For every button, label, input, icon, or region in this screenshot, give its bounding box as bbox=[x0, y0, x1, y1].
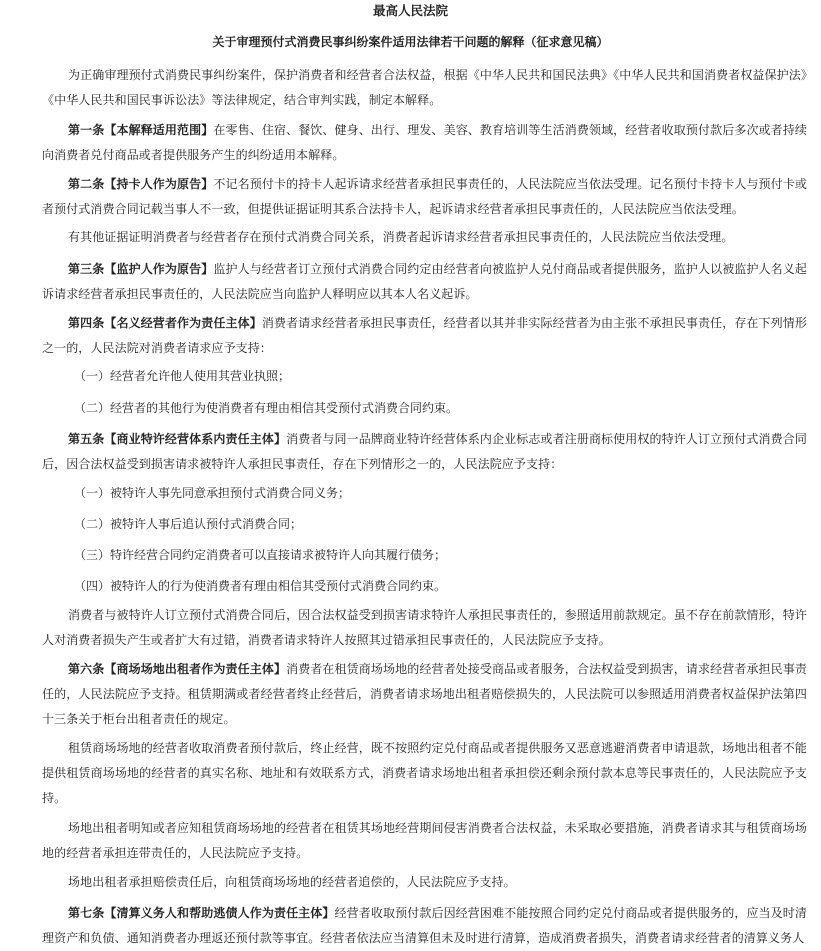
article-3-heading: 第三条【监护人作为原告】 bbox=[68, 262, 214, 276]
document-title: 关于审理预付式消费民事纠纷案件适用法律若干问题的解释（征求意见稿） bbox=[212, 35, 609, 49]
document-issuer: 最高人民法院 bbox=[372, 3, 448, 18]
article-2-paragraph: 第二条【持卡人作为原告】不记名预付卡的持卡人起诉请求经营者承担民事责任的，人民法院应当依法受理。记名预付卡持卡人与预付卡或者预付式消费合同记载当事人不一致，但提供证据证明其系合法持卡人，起诉请求经营者承担民事责任的，人民法院应当依法受理。 bbox=[42, 177, 808, 216]
article-5-heading: 第五条【商业特许经营体系内责任主体】 bbox=[68, 432, 287, 446]
list-item: （三）特许经营合同约定消费者可以直接请求被特许人向其履行债务； bbox=[74, 548, 447, 562]
article-6-heading: 第六条【商场场地出租者作为责任主体】 bbox=[68, 662, 287, 676]
article-2-heading: 第二条【持卡人作为原告】 bbox=[68, 177, 214, 191]
article-1-paragraph: 第一条【本解释适用范围】在零售、住宿、餐饮、健身、出行、理发、美容、教育培训等生活消费领域，经营者收取预付款后多次或者持续向消费者兑付商品或者提供服务产生的纠纷适用本解释。 bbox=[42, 123, 808, 162]
article-5-paragraph: 第五条【商业特许经营体系内责任主体】消费者与同一品牌商业特许经营体系内企业标志或者注册商标使用权的特许人订立预付式消费合同后，因合法权益受到损害请求被特许人承担民事责任，存在下列情形之一的，人民法院应予支持： bbox=[42, 432, 807, 471]
article-5-paragraph-2: 消费者与被特许人订立预付式消费合同后，因合法权益受到损害请求特许人承担民事责任的，参照适用前款规定。虽不存在前款情形，特许人对消费者损失产生或者扩大有过错，消费者请求特许人按照其过错承担民事责任的，人民法院应予支持。 bbox=[42, 608, 807, 647]
list-item: （二）被特许人事后追认预付式消费合同； bbox=[74, 517, 303, 531]
list-item: （一）经营者允许他人使用其营业执照； bbox=[74, 369, 291, 383]
list-item: （一）被特许人事先同意承担预付式消费合同义务； bbox=[74, 486, 351, 500]
article-2-paragraph-2: 有其他证据证明消费者与经营者存在预付式消费合同关系，消费者起诉请求经营者承担民事责任的，人民法院应当依法受理。 bbox=[68, 230, 734, 244]
preamble-paragraph: 为正确审理预付式消费民事纠纷案件，保护消费者和经营者合法权益，根据《中华人民共和国民法典》《中华人民共和国消费者权益保护法》《中华人民共和国民事诉讼法》等法律规定，结合审判实践，制定本解释。 bbox=[42, 68, 807, 107]
article-1-heading: 第一条【本解释适用范围】 bbox=[68, 123, 214, 137]
list-item: （四）被特许人的行为使消费者有理由相信其受预付式消费合同约束。 bbox=[74, 579, 447, 593]
article-6-paragraph-2: 租赁商场场地的经营者收取消费者预付款后，终止经营，既不按照约定兑付商品或者提供服务又恶意逃避消费者申请退款，场地出租者不能提供租赁商场场地的经营者的真实名称、地址和有效联系方式，消费者请求场地出租者承担偿还剩余预付款本息等民事责任的，人民法院应予支持。 bbox=[42, 741, 807, 805]
article-7-paragraph: 第七条【清算义务人和帮助逃债人作为责任主体】经营者收取预付款后因经营困难不能按照合同约定兑付商品或者提供服务的，应当及时清理资产和负债、通知消费者办理返还预付款等事宜。经营者依法应当清算但未及时进行清算，造成消费者损失，消费者请求经营者的清算义务人 bbox=[42, 906, 807, 945]
list-item: （二）经营者的其他行为使消费者有理由相信其受预付式消费合同约束。 bbox=[74, 401, 459, 415]
article-6-paragraph: 第六条【商场场地出租者作为责任主体】消费者在租赁商场场地的经营者处接受商品或者服务，合法权益受到损害，请求经营者承担民事责任的，人民法院应予支持。租赁期满或者经营者终止经营后，消费者请求场地出租者赔偿损失的，人民法院可以参照适用消费者权益保护法第四十三条关于柜台出租者责任的规定。 bbox=[42, 662, 807, 726]
article-7-heading: 第七条【清算义务人和帮助逃债人作为责任主体】 bbox=[68, 906, 335, 920]
article-3-paragraph: 第三条【监护人作为原告】监护人与经营者订立预付式消费合同约定由经营者向被监护人兑付商品或者提供服务，监护人以被监护人名义起诉请求经营者承担民事责任的，人民法院应当向监护人释明应以其本人名义起诉。 bbox=[42, 262, 808, 301]
article-4-heading: 第四条【名义经营者作为责任主体】 bbox=[68, 316, 262, 330]
article-6-paragraph-3: 场地出租者明知或者应知租赁商场场地的经营者在租赁其场地经营期间侵害消费者合法权益，未采取必要措施，消费者请求其与租赁商场场地的经营者承担连带责任的，人民法院应予支持。 bbox=[42, 821, 807, 860]
article-4-paragraph: 第四条【名义经营者作为责任主体】消费者请求经营者承担民事责任，经营者以其并非实际经营者为由主张不承担民事责任，存在下列情形之一的，人民法院对消费者请求应予支持： bbox=[42, 316, 807, 355]
article-6-paragraph-4: 场地出租者承担赔偿责任后，向租赁商场场地的经营者追偿的，人民法院应予支持。 bbox=[68, 875, 516, 889]
